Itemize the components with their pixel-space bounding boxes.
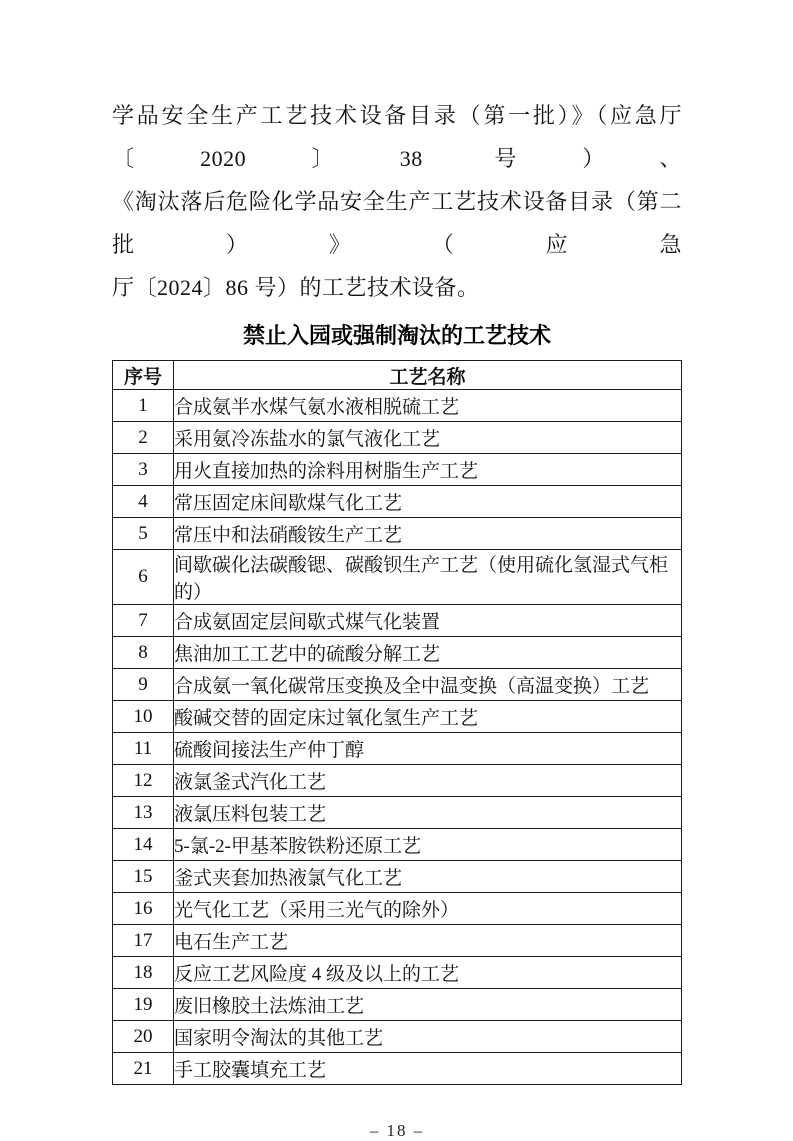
- table-row: [113, 893, 682, 925]
- table-row: [113, 669, 682, 701]
- table-row: [113, 518, 682, 550]
- table-row: [113, 733, 682, 765]
- table-title: 禁止入园或强制淘汰的工艺技术: [242, 323, 551, 348]
- table-row: [113, 422, 682, 454]
- paragraph-line: 厅〔2024〕86 号）的工艺技术设备。: [112, 275, 480, 300]
- row-process-name: 5-氯-2-甲基苯胺铁粉还原工艺: [174, 829, 682, 861]
- row-process-name: 常压固定床间歇煤气化工艺: [174, 486, 682, 518]
- row-serial-number: 11: [113, 733, 174, 765]
- row-process-name: 手工胶囊填充工艺: [174, 1053, 682, 1085]
- row-serial-number: 15: [113, 861, 174, 893]
- row-process-name: 液氯釜式汽化工艺: [174, 765, 682, 797]
- table-row: [113, 925, 682, 957]
- page-number: – 18 –: [369, 1121, 425, 1140]
- row-serial-number: 5: [113, 518, 174, 550]
- table-row: [113, 829, 682, 861]
- table-row: [113, 390, 682, 422]
- row-serial-number: 18: [113, 957, 174, 989]
- table-row: [113, 1021, 682, 1053]
- row-process-name: 焦油加工工艺中的硫酸分解工艺: [174, 637, 682, 669]
- table-row: [113, 765, 682, 797]
- table-row: [113, 701, 682, 733]
- table-row: [113, 486, 682, 518]
- row-serial-number: 1: [113, 390, 174, 422]
- row-process-name: 合成氨一氧化碳常压变换及全中温变换（高温变换）工艺: [174, 669, 682, 701]
- row-serial-number: 4: [113, 486, 174, 518]
- row-process-name: 光气化工艺（采用三光气的除外）: [174, 893, 682, 925]
- row-process-name: 釜式夹套加热液氯气化工艺: [174, 861, 682, 893]
- row-process-name: 国家明令淘汰的其他工艺: [174, 1021, 682, 1053]
- paragraph-line: 《淘汰落后危险化学品安全生产工艺技术设备目录（第二批）》（应急: [112, 189, 682, 257]
- row-process-name: 电石生产工艺: [174, 925, 682, 957]
- table-row: [113, 1053, 682, 1085]
- row-serial-number: 2: [113, 422, 174, 454]
- row-serial-number: 16: [113, 893, 174, 925]
- header-serial-number: 序号: [113, 361, 174, 390]
- row-process-name: 用火直接加热的涂料用树脂生产工艺: [174, 454, 682, 486]
- row-serial-number: 14: [113, 829, 174, 861]
- header-process-name: 工艺名称: [174, 361, 682, 390]
- table-row: [113, 957, 682, 989]
- table-row: [113, 797, 682, 829]
- row-process-name: 合成氨半水煤气氨水液相脱硫工艺: [174, 390, 682, 422]
- row-serial-number: 12: [113, 765, 174, 797]
- table-row: [113, 605, 682, 637]
- row-serial-number: 10: [113, 701, 174, 733]
- table-header-row: [113, 361, 682, 390]
- row-process-name: 反应工艺风险度 4 级及以上的工艺: [174, 957, 682, 989]
- row-process-name: 废旧橡胶土法炼油工艺: [174, 989, 682, 1021]
- row-process-name: 硫酸间接法生产仲丁醇: [174, 733, 682, 765]
- row-process-name: 采用氨冷冻盐水的氯气液化工艺: [174, 422, 682, 454]
- row-serial-number: 7: [113, 605, 174, 637]
- row-serial-number: 3: [113, 454, 174, 486]
- row-serial-number: 8: [113, 637, 174, 669]
- table-row: [113, 989, 682, 1021]
- page-content: [112, 0, 682, 1141]
- table-row: [113, 550, 682, 605]
- row-process-name: 酸碱交替的固定床过氧化氢生产工艺: [174, 701, 682, 733]
- process-table: [112, 360, 682, 1085]
- row-serial-number: 21: [113, 1053, 174, 1085]
- table-row: [113, 861, 682, 893]
- row-process-name: 间歇碳化法碳酸锶、碳酸钡生产工艺（使用硫化氢湿式气柜的）: [174, 550, 682, 605]
- table-row: [113, 454, 682, 486]
- row-process-name: 合成氨固定层间歇式煤气化装置: [174, 605, 682, 637]
- row-serial-number: 17: [113, 925, 174, 957]
- row-serial-number: 19: [113, 989, 174, 1021]
- row-serial-number: 20: [113, 1021, 174, 1053]
- row-process-name: 常压中和法硝酸铵生产工艺: [174, 518, 682, 550]
- body-paragraph: [112, 0, 682, 309]
- table-row: [113, 637, 682, 669]
- process-table-body: [113, 390, 682, 1085]
- row-process-name: 液氯压料包装工艺: [174, 797, 682, 829]
- row-serial-number: 6: [113, 550, 174, 605]
- row-serial-number: 13: [113, 797, 174, 829]
- paragraph-line: 学品安全生产工艺技术设备目录（第一批）》（应急厅〔2020〕38 号）、: [112, 103, 682, 171]
- row-serial-number: 9: [113, 669, 174, 701]
